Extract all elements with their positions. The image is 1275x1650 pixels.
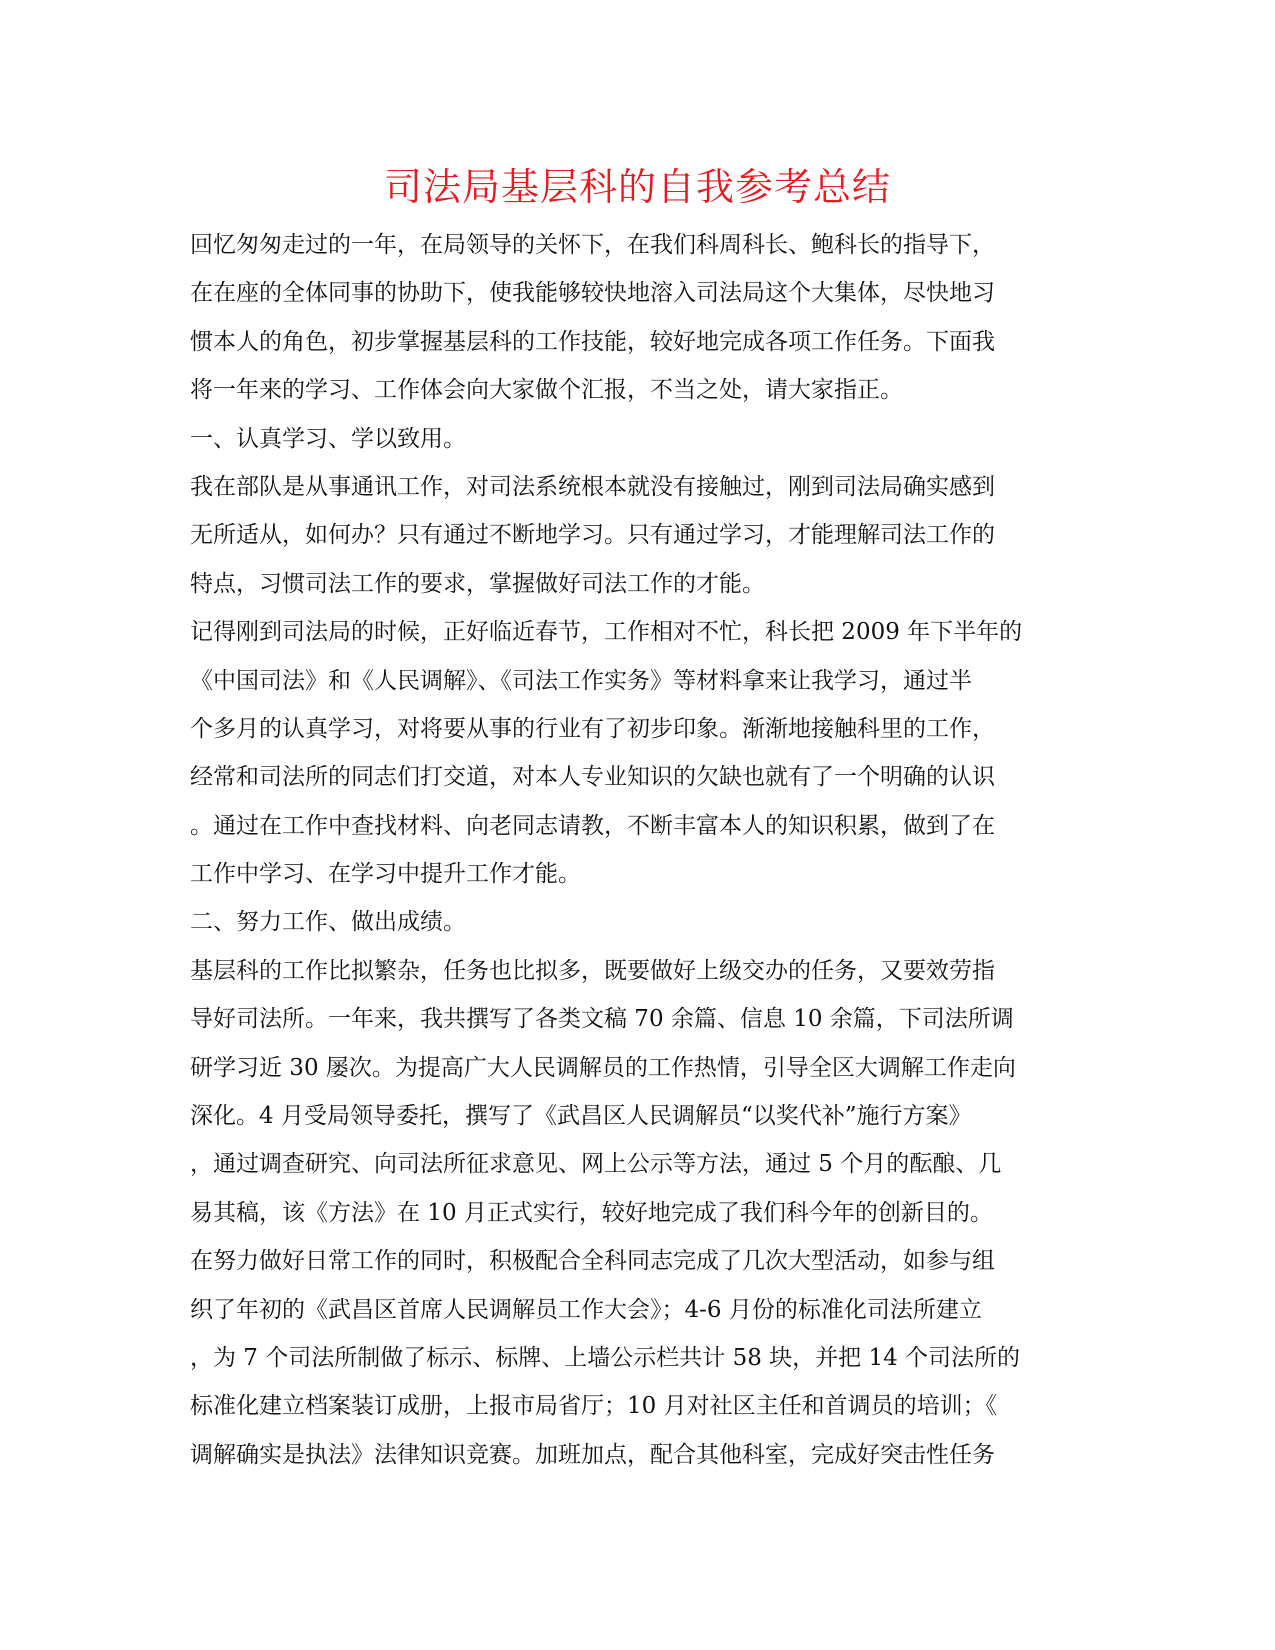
body-line: 无所适从，如何办？只有通过不断地学习。只有通过学习，才能理解司法工作的 (190, 522, 995, 549)
body-line: 调解确实是执法》法律知识竞赛。加班加点，配合其他科室，完成好突击性任务 (190, 1441, 995, 1468)
body-line: 易其稿，该《方法》在 10 月正式实行，较好地完成了我们科今年的创新目的。 (190, 1199, 993, 1226)
document-title: 司法局基层科的自我参考总结 (383, 165, 891, 209)
body-line: 织了年初的《武昌区首席人民调解员工作大会》；4-6 月份的标准化司法所建立 (190, 1296, 982, 1323)
body-line: ，通过调查研究、向司法所征求意见、网上公示等方法，通过 5 个月的酝酿、几 (190, 1151, 1002, 1178)
body-line: 导好司法所。一年来，我共撰写了各类文稿 70 余篇、信息 10 余篇，下司法所调 (190, 1006, 1014, 1033)
body-line: 标准化建立档案装订成册，上报市局省厅；10 月对社区主任和首调员的培训；《 (190, 1393, 998, 1420)
document-body (190, 221, 1070, 1479)
body-line: 深化。4 月受局领导委托，撰写了《武昌区人民调解员“以奖代补”施行方案》 (190, 1103, 972, 1130)
body-line: ，为 7 个司法所制做了标示、标牌、上墙公示栏共计 58 块，并把 14 个司法所的 (190, 1344, 1021, 1371)
body-line: 基层科的工作比拟繁杂，任务也比拟多，既要做好上级交办的任务，又要效劳指 (190, 957, 995, 984)
section-heading-1: 一、认真学习、学以致用。 (190, 425, 466, 452)
body-line: 惯本人的角色，初步掌握基层科的工作技能，较好地完成各项工作任务。下面我 (190, 328, 995, 355)
body-line: 将一年来的学习、工作体会向大家做个汇报，不当之处，请大家指正。 (190, 377, 903, 404)
body-line: 在在座的全体同事的协助下，使我能够较快地溶入司法局这个大集体，尽快地习 (190, 280, 995, 307)
body-line: 个多月的认真学习，对将要从事的行业有了初步印象。渐渐地接触科里的工作， (190, 715, 995, 742)
body-line: 我在部队是从事通讯工作，对司法系统根本就没有接触过，刚到司法局确实感到 (190, 473, 995, 500)
body-line: 记得刚到司法局的时候，正好临近春节，工作相对不忙，科长把 2009 年下半年的 (190, 619, 1023, 646)
body-line: 工作中学习、在学习中提升工作才能。 (190, 861, 581, 888)
body-line: 。通过在工作中查找材料、向老同志请教，不断丰富本人的知识积累，做到了在 (190, 812, 995, 839)
body-line: 经常和司法所的同志们打交道，对本人专业知识的欠缺也就有了一个明确的认识 (190, 764, 995, 791)
body-line: 《中国司法》和《人民调解》、《司法工作实务》等材料拿来让我学习，通过半 (190, 667, 972, 694)
section-heading-2: 二、努力工作、做出成绩。 (190, 909, 466, 936)
body-line: 回忆匆匆走过的一年，在局领导的关怀下，在我们科周科长、鲍科长的指导下， (190, 232, 995, 258)
body-line: 特点，习惯司法工作的要求，掌握做好司法工作的才能。 (190, 570, 765, 597)
body-line: 在努力做好日常工作的同时，积极配合全科同志完成了几次大型活动，如参与组 (190, 1248, 995, 1275)
body-line: 研学习近 30 屡次。为提高广大人民调解员的工作热情，引导全区大调解工作走向 (190, 1054, 1016, 1081)
